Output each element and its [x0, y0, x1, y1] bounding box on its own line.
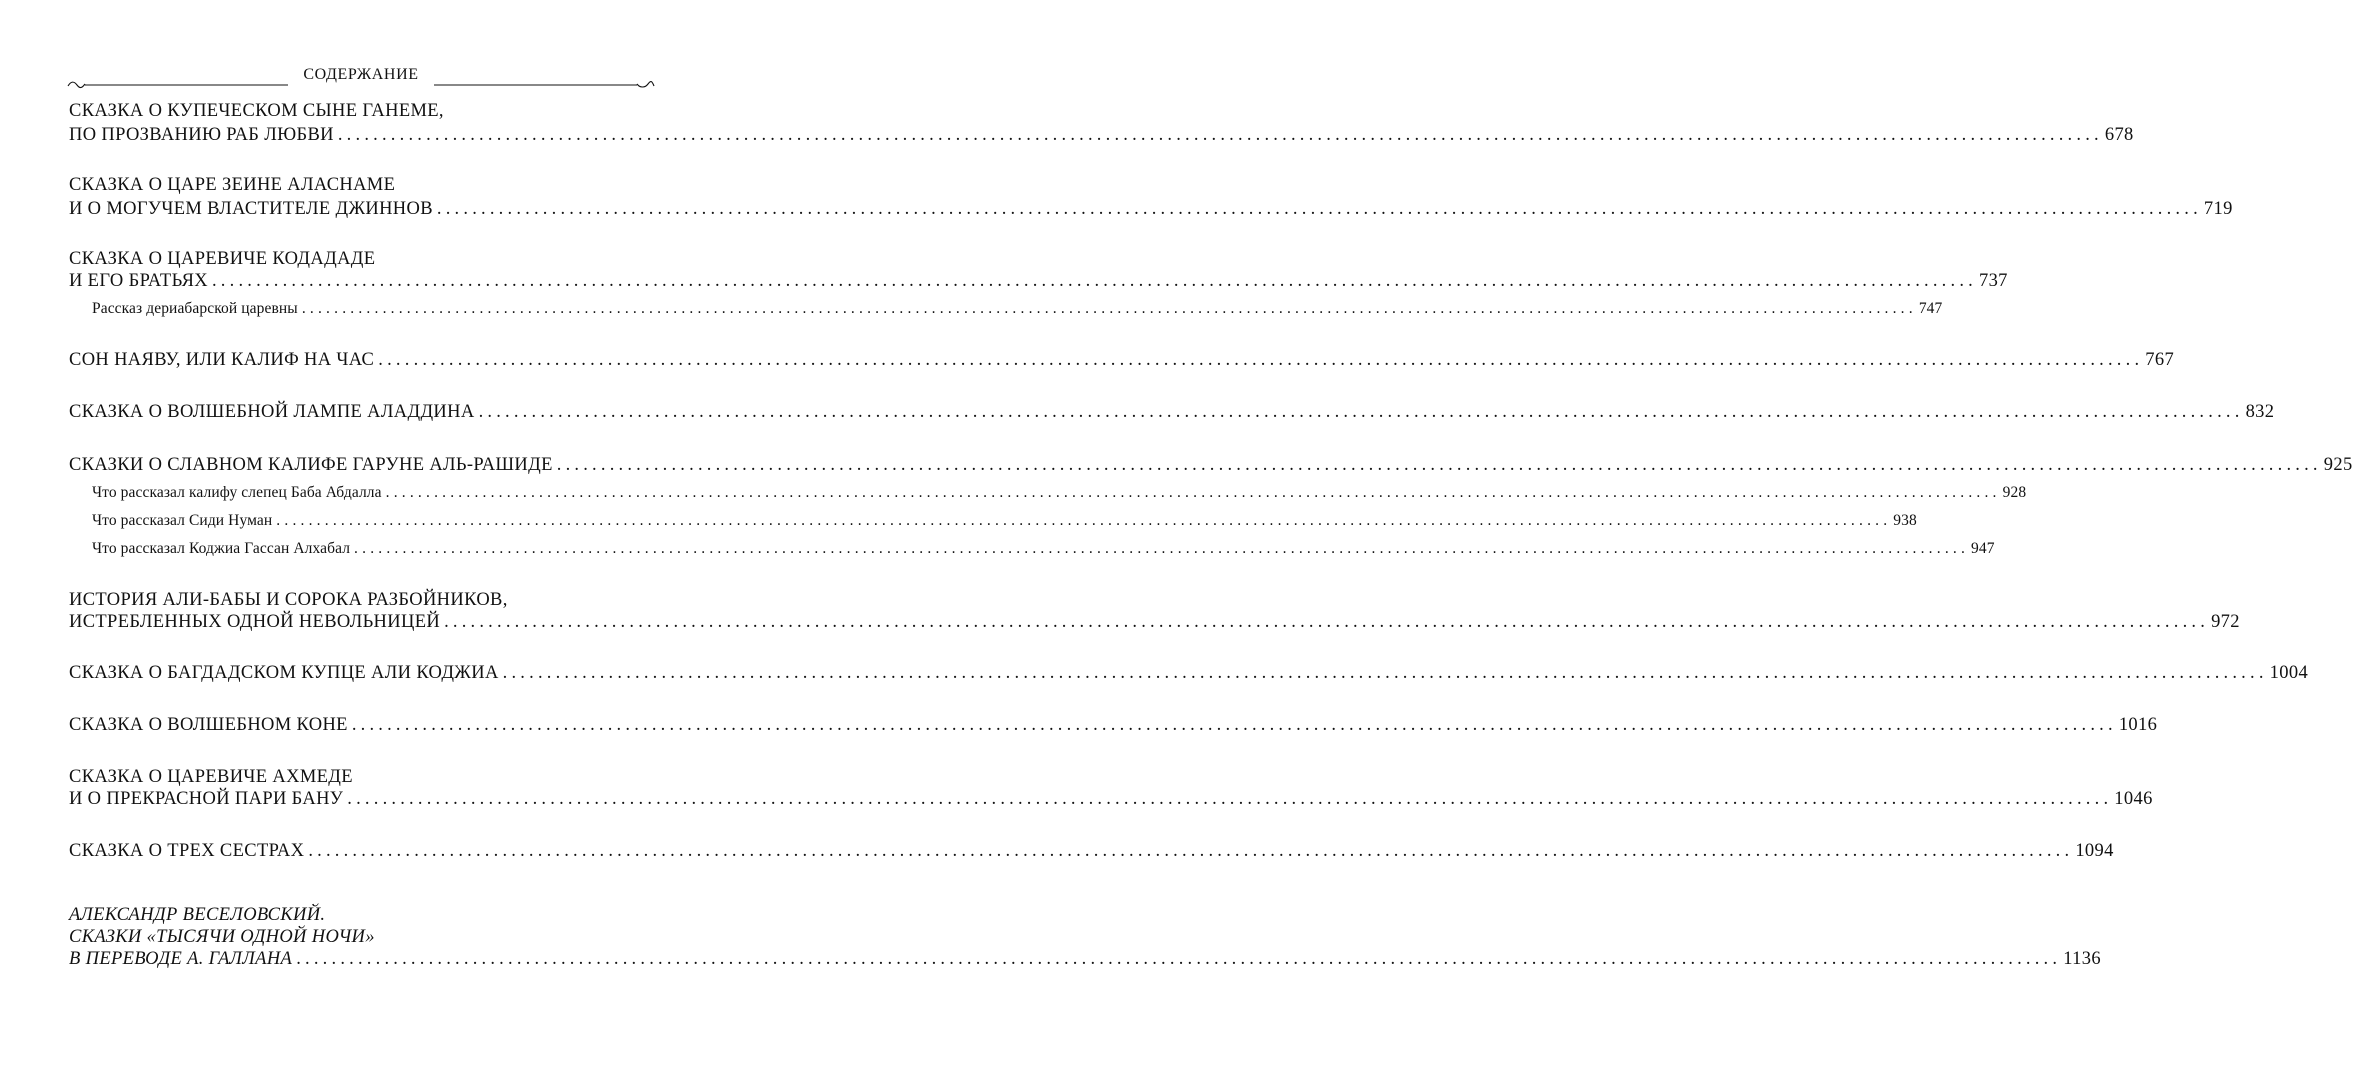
- page-number: 737: [1978, 271, 2008, 291]
- toc-subentry-title: Что рассказал Сиди Нуман: [92, 512, 273, 529]
- toc-entry-title-line[interactable]: [69, 122, 2134, 148]
- dot-leader: ........................................................................................................................................................................................................: [337, 125, 2103, 145]
- dot-leader: ........................................................................................................................................................................................................: [301, 300, 1917, 317]
- toc-entry-title: СКАЗКА О ВОЛШЕБНОМ КОНЕ: [69, 715, 348, 735]
- page-number: 1016: [2118, 715, 2158, 735]
- toc-subentry-title: Что рассказал калифу слепец Баба Абдалла: [92, 484, 382, 501]
- dot-leader: ........................................................................................................................................................................................................: [347, 789, 2113, 809]
- ornamental-rule-right: [434, 78, 656, 90]
- page-number: 747: [1918, 300, 1943, 317]
- afterword-title: В ПЕРЕВОДЕ А. ГАЛЛАНА: [69, 949, 293, 969]
- toc-subentry-title: Что рассказал Коджиа Гассан Алхабал: [92, 540, 351, 557]
- dot-leader: ........................................................................................................................................................................................................: [211, 271, 1977, 291]
- running-header: [66, 66, 656, 90]
- page-number: 972: [2211, 612, 2240, 632]
- page-number: 925: [2323, 455, 2353, 475]
- page-number: 678: [2104, 125, 2134, 145]
- page-number: 1136: [2063, 949, 2101, 969]
- toc-entry-title: ИСТРЕБЛЕННЫХ ОДНОЙ НЕВОЛЬНИЦЕЙ: [69, 612, 441, 632]
- toc-entry-title-line[interactable]: ИСТОРИЯ АЛИ-БАБЫ И СОРОКА РАЗБОЙНИКОВ,: [69, 590, 508, 610]
- toc-subentry[interactable]: [92, 480, 2027, 506]
- toc-entry-title-line[interactable]: [69, 196, 2233, 222]
- page-number: 767: [2145, 350, 2175, 370]
- page-number: 1004: [2269, 663, 2309, 683]
- afterword-title-line[interactable]: СКАЗКИ «ТЫСЯЧИ ОДНОЙ НОЧИ»: [69, 927, 375, 947]
- toc-entry-title: СКАЗКА О ТРЕХ СЕСТРАХ: [69, 841, 305, 861]
- toc-entry-title: И О ПРЕКРАСНОЙ ПАРИ БАНУ: [69, 789, 344, 809]
- dot-leader: ........................................................................................................................................................................................................: [502, 663, 2268, 683]
- toc-entry[interactable]: [69, 712, 2158, 738]
- page-number: 1094: [2075, 841, 2114, 861]
- toc-entry-title-line[interactable]: СКАЗКА О ЦАРЕВИЧЕ КОДАДАДЕ: [69, 249, 376, 269]
- toc-entry-title-line[interactable]: СКАЗКА О ЦАРЕ ЗЕИНЕ АЛАСНАМЕ: [69, 175, 396, 195]
- toc-entry[interactable]: [69, 399, 2275, 425]
- toc-subentry-title: Рассказ дериабарской царевны: [92, 300, 298, 317]
- page-number: 938: [1893, 512, 1917, 529]
- page-number: 719: [2203, 199, 2233, 219]
- toc-entry-title: И О МОГУЧЕМ ВЛАСТИТЕЛЕ ДЖИННОВ: [69, 199, 433, 219]
- toc-entry-title-line[interactable]: СКАЗКА О ЦАРЕВИЧЕ АХМЕДЕ: [69, 767, 353, 787]
- dot-leader: ........................................................................................................................................................................................................: [308, 841, 2074, 861]
- toc-entry-title-line[interactable]: [69, 786, 2153, 812]
- dot-leader: ........................................................................................................................................................................................................: [436, 199, 2202, 219]
- dot-leader: ........................................................................................................................................................................................................: [276, 512, 1892, 529]
- afterword-title-line[interactable]: АЛЕКСАНДР ВЕСЕЛОВСКИЙ.: [69, 905, 326, 925]
- toc-entry-title: СКАЗКИ О СЛАВНОМ КАЛИФЕ ГАРУНЕ АЛЬ-РАШИДЕ: [69, 455, 553, 475]
- toc-subentry[interactable]: [92, 296, 1943, 322]
- page-title: СОДЕРЖАНИЕ: [303, 66, 419, 83]
- dot-leader: ........................................................................................................................................................................................................: [444, 612, 2210, 632]
- toc-entry-title: ПО ПРОЗВАНИЮ РАБ ЛЮБВИ: [69, 125, 334, 145]
- afterword-title-line[interactable]: [69, 946, 2101, 972]
- dot-leader: ........................................................................................................................................................................................................: [351, 715, 2117, 735]
- dot-leader: ........................................................................................................................................................................................................: [385, 484, 2001, 501]
- toc-entry-title: СОН НАЯВУ, ИЛИ КАЛИФ НА ЧАС: [69, 350, 375, 370]
- dot-leader: ........................................................................................................................................................................................................: [378, 350, 2144, 370]
- toc-entry-title-line[interactable]: [69, 268, 2008, 294]
- toc-entry[interactable]: [69, 347, 2175, 373]
- toc-entry-title: СКАЗКА О БАГДАДСКОМ КУПЦЕ АЛИ КОДЖИА: [69, 663, 499, 683]
- toc-subentry[interactable]: [92, 536, 1995, 562]
- toc-entry[interactable]: [69, 838, 2114, 864]
- toc-entry-title: СКАЗКА О ВОЛШЕБНОЙ ЛАМПЕ АЛАДДИНА: [69, 402, 475, 422]
- toc-entry[interactable]: [69, 452, 2353, 478]
- dot-leader: ........................................................................................................................................................................................................: [478, 402, 2244, 422]
- page-number: 1046: [2114, 789, 2153, 809]
- page-number: 832: [2245, 402, 2275, 422]
- dot-leader: ........................................................................................................................................................................................................: [296, 949, 2062, 969]
- page-number: 928: [2002, 484, 2027, 501]
- toc-entry[interactable]: [69, 660, 2309, 686]
- toc-entry-title: И ЕГО БРАТЬЯХ: [69, 271, 208, 291]
- toc-entry-title-line[interactable]: [69, 609, 2240, 635]
- dot-leader: ........................................................................................................................................................................................................: [556, 455, 2322, 475]
- toc-subentry[interactable]: [92, 508, 1917, 534]
- toc-entry-title-line[interactable]: СКАЗКА О КУПЕЧЕСКОМ СЫНЕ ГАНЕМЕ,: [69, 101, 444, 121]
- dot-leader: ........................................................................................................................................................................................................: [354, 540, 1970, 557]
- page-number: 947: [1971, 540, 1995, 557]
